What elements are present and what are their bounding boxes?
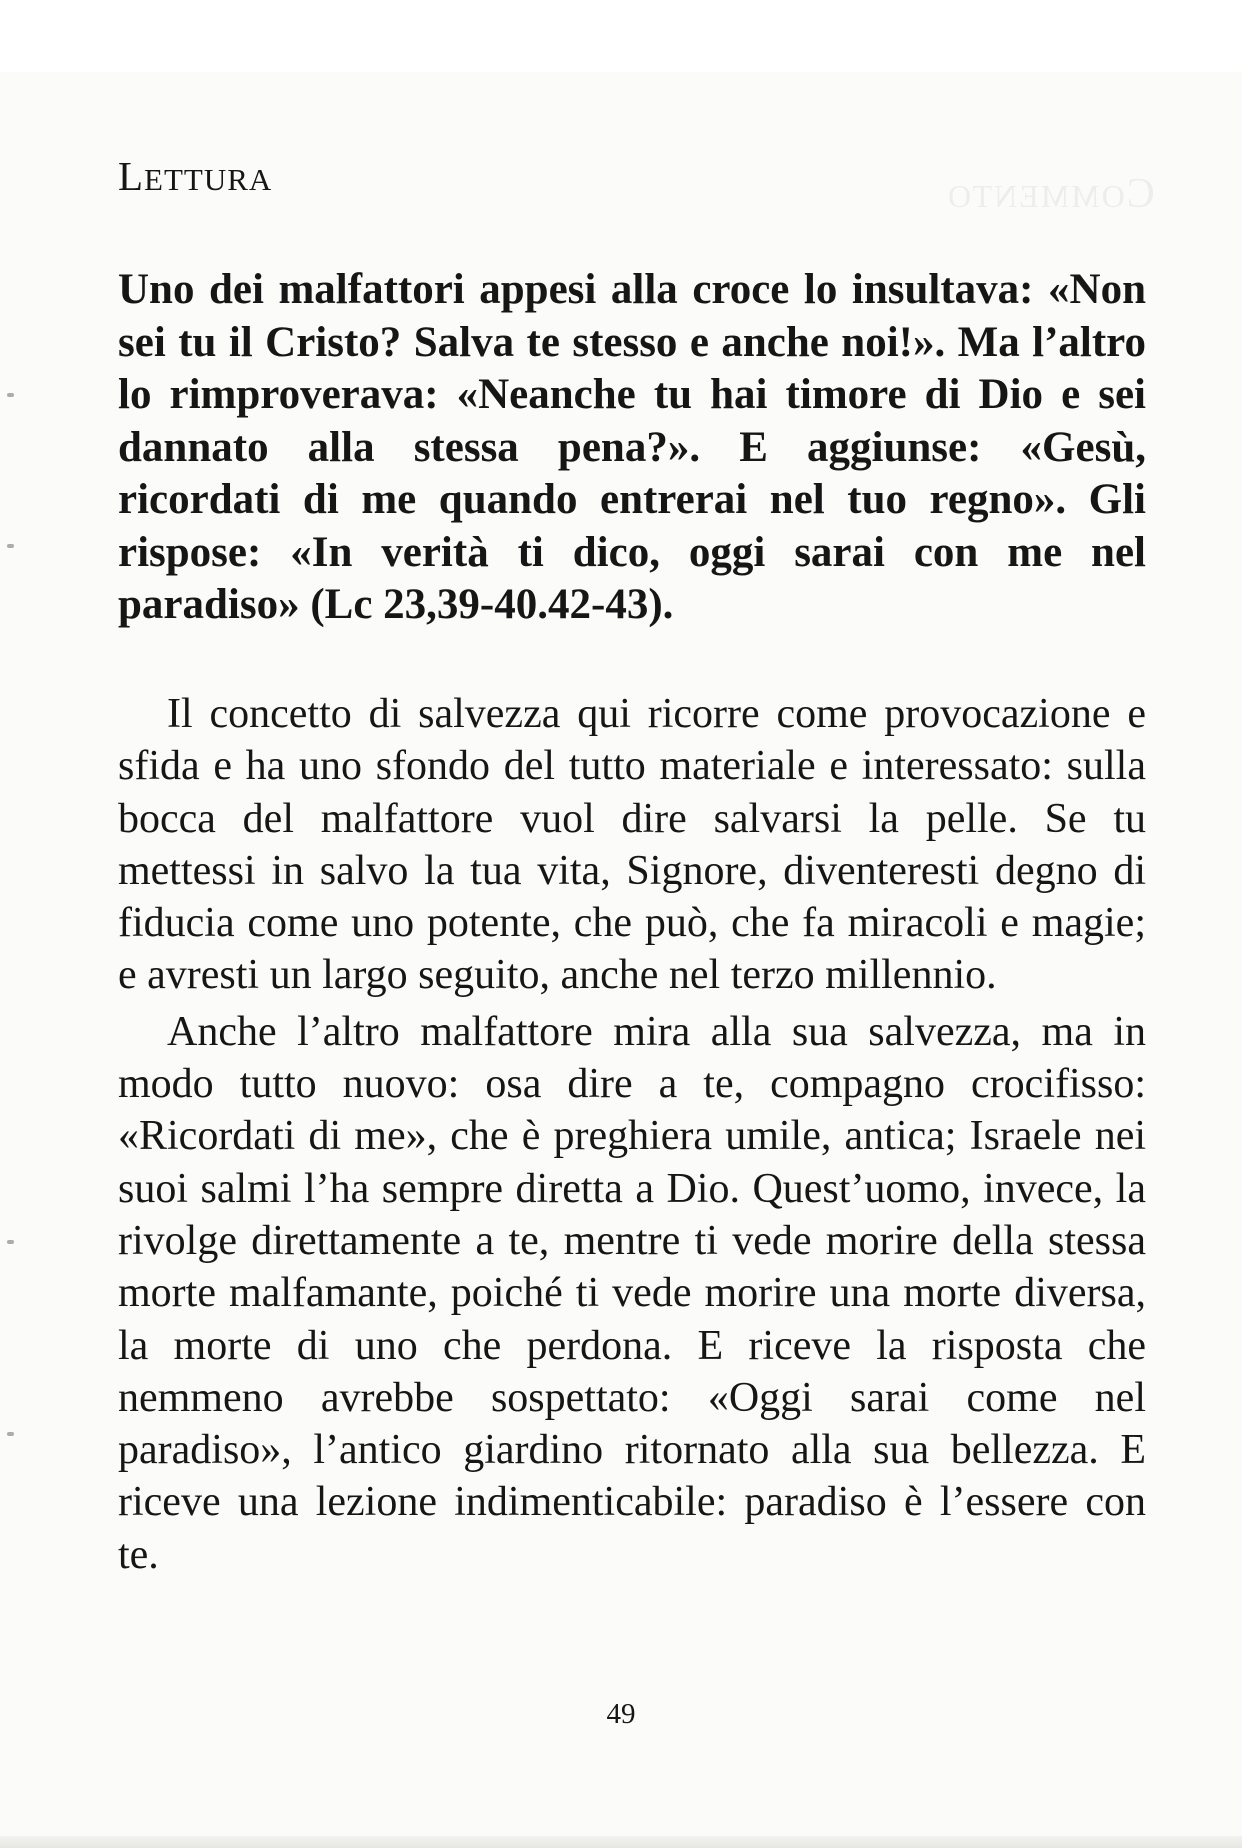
commentary [118,688,1146,1581]
margin-mark [7,1240,14,1244]
bleed-through-initial: C [1124,171,1155,217]
margin-mark [7,1432,14,1436]
page-bottom-edge [0,1836,1242,1848]
commentary-paragraph-2: Anche l’altro malfattore mira alla sua salvezza, ma in modo tutto nuovo: osa dire a te, compagno crocifisso: «Ricordati di me», che è preghiera umile, antica; Israele nei suoi salmi l’ha sempre diretta a Dio. Quest’uomo, invece, la rivolge direttamente a te, mentre ti vede morire della stessa morte malfamante, poiché ti vede morire una morte diversa, la morte di uno che perdona. E riceve la risposta che nemmeno avrebbe sospettato: «Oggi sarai come nel paradiso», l’antico giardino ritornato alla sua bellezza. E riceve una lezione indimenticabile: paradiso è l’essere con te. [118,1008,1146,1578]
bleed-through-heading [946,170,1155,218]
bleed-through-rest: OMMENTO [946,178,1125,214]
scripture-reading: Uno dei malfattori appesi alla croce lo insultava: «Non sei tu il Cristo? Salva te stesso e anche noi!». Ma l’altro lo rimproverava: «Neanche tu hai timore di Dio e sei dannato alla stessa pena?». E aggiunse: «Gesù, ricordati di me quando entrerai nel tuo regno». Gli rispose: «In verità ti dico, oggi sarai con me nel paradiso» (Lc 23,39-40.42-43). [118,266,1146,628]
scan-margin-right [1242,0,1255,1848]
running-head-initial: L [118,153,145,199]
margin-mark [7,544,14,548]
commentary-paragraph-1: Il concetto di salvezza qui ricorre come provocazione e sfida e ha uno sfondo del tutto materiale e interessato: sulla bocca del malfattore vuol dire salvarsi la pelle. Se tu mettessi in salvo la tua vita, Signore, diventeresti degno di fiducia come uno potente, che può, che fa miracoli e magie; e avresti un largo seguito, anche nel terzo millennio. [118,691,1146,999]
margin-mark [7,393,14,397]
page-number: 49 [606,1698,636,1730]
running-head [118,153,273,199]
running-head-rest: ETTURA [144,162,273,197]
